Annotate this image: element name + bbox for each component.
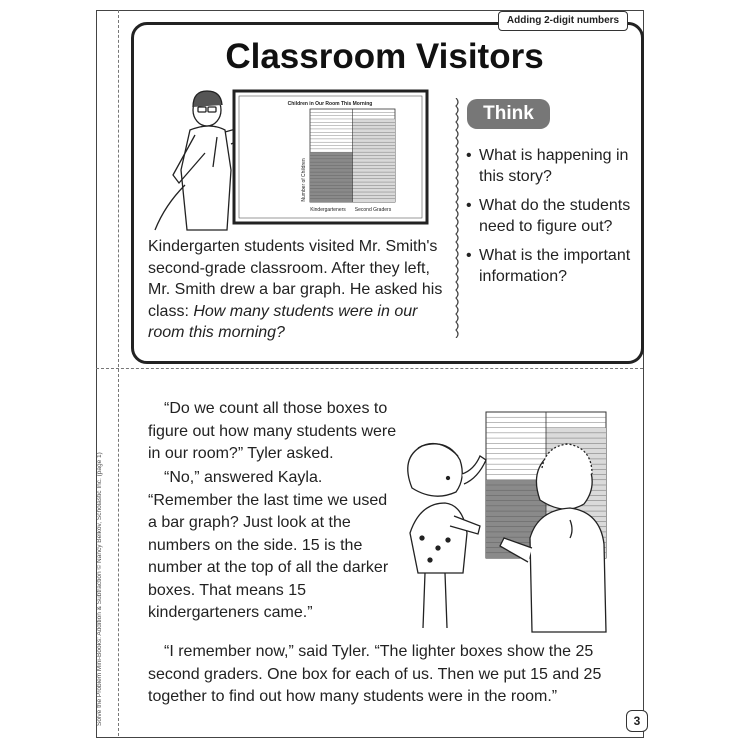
board-dark-bar bbox=[310, 152, 353, 202]
story-text bbox=[148, 236, 448, 344]
question-text: What is happening in this story? bbox=[479, 147, 629, 185]
side-credit: Solve the Problem Mini-Books: Addition & Subtraction © Nancy Belkov, Scholastic Inc. (page 1) bbox=[96, 452, 103, 726]
board-light-bar bbox=[353, 119, 396, 202]
think-badge: Think bbox=[467, 99, 550, 129]
question-item bbox=[466, 195, 636, 237]
paragraph-tyler-question: “Do we count all those boxes to figure out how many students were in our room?” Tyler asked. bbox=[148, 400, 397, 462]
story-question: How many students were in our room this morning? bbox=[148, 302, 418, 341]
question-text: What is the important information? bbox=[479, 247, 631, 285]
topic-tab: Adding 2-digit numbers bbox=[498, 11, 628, 31]
fold-line-vertical bbox=[118, 10, 119, 736]
bullet-icon: • bbox=[466, 197, 472, 214]
teacher-illustration bbox=[145, 85, 435, 235]
board-chart-cat-2: Second Graders bbox=[354, 207, 392, 213]
bullet-icon: • bbox=[466, 247, 472, 264]
board-chart-ylabel: Number of Children bbox=[301, 158, 307, 202]
page-title: Classroom Visitors bbox=[225, 37, 544, 76]
page-number: 3 bbox=[626, 710, 648, 732]
fold-line-horizontal bbox=[96, 368, 643, 369]
think-questions bbox=[466, 145, 636, 295]
paragraph-tyler-reply: “I remember now,” said Tyler. “The lighter boxes show the 25 second graders. One box for each of us. Then we put 15 and 25 together to find out how many students were in the room.” bbox=[148, 643, 602, 705]
question-item bbox=[466, 245, 636, 287]
board-chart-title: Children in Our Room This Morning bbox=[287, 101, 373, 107]
question-item bbox=[466, 145, 636, 187]
board-chart-cat-1: Kindergarteners bbox=[310, 207, 346, 213]
kids-illustration bbox=[390, 408, 620, 633]
story-plain: Kindergarten students visited Mr. Smith's second-grade classroom. After they left, Mr. Smith drew a bar graph. He asked his class: bbox=[148, 238, 443, 320]
paragraph-kayla-answer: “No,” answered Kayla. “Remember the last time we used a bar graph? Just look at the numbers on the side. 15 is the number at the top of all the darker boxes. That means 15 kindergarteners came.” bbox=[148, 469, 389, 621]
bullet-icon: • bbox=[466, 147, 472, 164]
question-text: What do the students need to figure out? bbox=[479, 197, 631, 235]
wavy-divider bbox=[451, 98, 461, 338]
